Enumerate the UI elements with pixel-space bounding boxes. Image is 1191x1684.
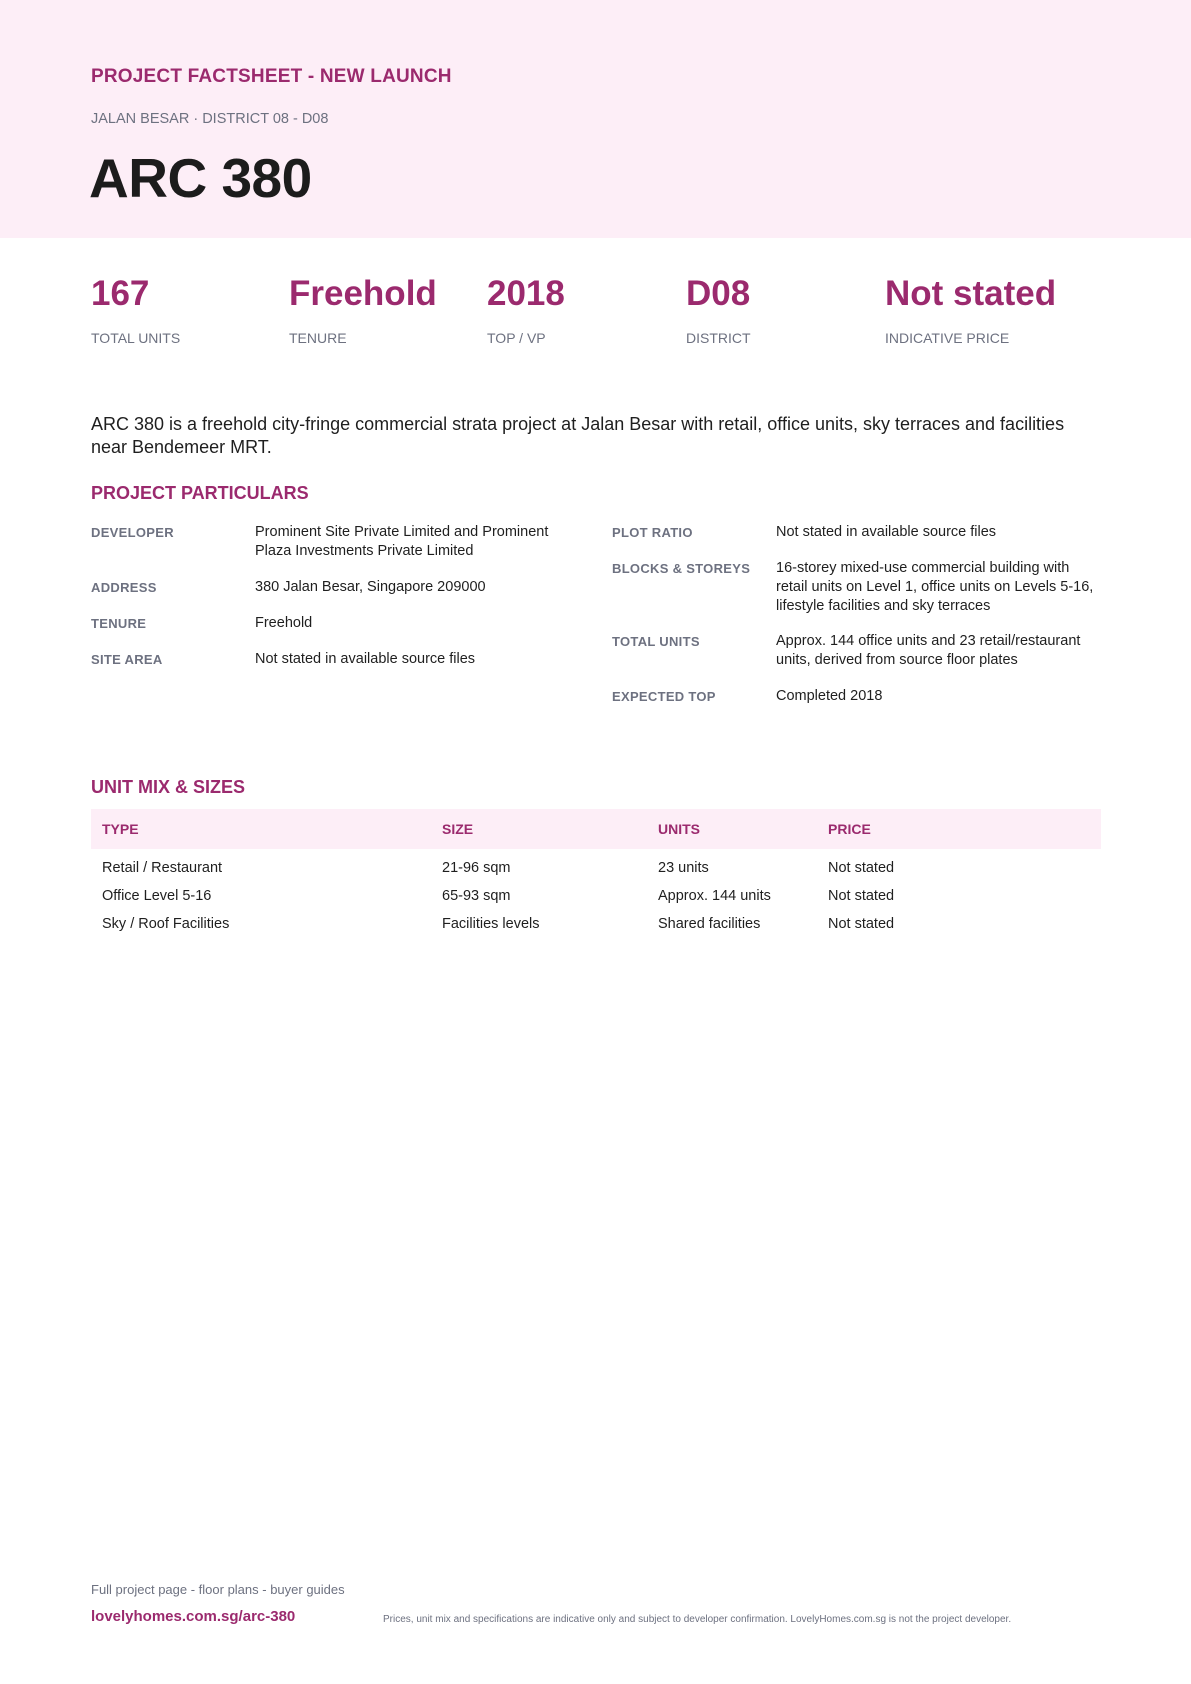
factsheet-eyebrow: PROJECT FACTSHEET - NEW LAUNCH: [91, 66, 452, 87]
particular-value: Not stated in available source files: [255, 651, 476, 667]
column-header-type: TYPE: [102, 821, 139, 837]
unit-mix-heading: UNIT MIX & SIZES: [91, 777, 246, 797]
particular-value: 16-storey mixed-use commercial building with retail units on Level 1, office units on Levels 5-16, lifestyle facilities and sky terraces: [776, 560, 1094, 614]
particular-key: SITE AREA: [91, 652, 163, 667]
table-header: [91, 809, 1101, 849]
stat-label: INDICATIVE PRICE: [885, 330, 1010, 346]
stat-total-units: [91, 272, 180, 346]
unit-mix-table: [91, 809, 1101, 944]
project-intro: ARC 380 is a freehold city-fringe commercial strata project at Jalan Besar with retail, office units, sky terraces and facilities near Bendemeer MRT.: [91, 414, 1065, 457]
cell-type: Retail / Restaurant: [102, 860, 223, 876]
page-title: ARC 380: [89, 147, 312, 209]
column-header-units: UNITS: [658, 821, 700, 837]
particular-value: Not stated in available source files: [776, 524, 997, 540]
location-line: JALAN BESAR · DISTRICT 08 - D08: [91, 111, 329, 127]
stat-label: TOTAL UNITS: [91, 330, 181, 346]
header-banner: [0, 0, 1191, 238]
stat-value: 167: [91, 274, 150, 313]
cell-size: 21-96 sqm: [442, 860, 511, 876]
key-stats: [91, 272, 1101, 352]
particulars-heading: PROJECT PARTICULARS: [91, 483, 309, 503]
particular-key: TENURE: [91, 616, 147, 631]
cell-price: Not stated: [828, 888, 895, 904]
particular-value: Freehold: [255, 615, 313, 631]
cell-units: Approx. 144 units: [658, 888, 771, 904]
stat-indicative-price: [885, 272, 1056, 346]
cell-units: Shared facilities: [658, 916, 761, 932]
stat-label: DISTRICT: [686, 330, 751, 346]
column-header-size: SIZE: [442, 821, 474, 837]
stat-label: TENURE: [289, 330, 347, 346]
particular-key: TOTAL UNITS: [612, 634, 700, 649]
particular-key: BLOCKS & STOREYS: [612, 561, 751, 576]
stat-top-vp: [487, 272, 565, 346]
cell-price: Not stated: [828, 916, 895, 932]
particular-value: Prominent Site Private Limited and Prominent Plaza Investments Private Limited: [255, 524, 549, 559]
cell-size: 65-93 sqm: [442, 888, 511, 904]
stat-district: [686, 272, 751, 346]
stat-tenure: [289, 272, 437, 346]
cell-size: Facilities levels: [442, 916, 540, 932]
project-page-link[interactable]: lovelyhomes.com.sg/arc-380: [91, 1608, 296, 1625]
stat-value: D08: [686, 274, 751, 313]
particular-key: PLOT RATIO: [612, 525, 693, 540]
cell-type: Sky / Roof Facilities: [102, 916, 230, 932]
particular-value: 380 Jalan Besar, Singapore 209000: [255, 579, 486, 595]
stat-value: 2018: [487, 274, 565, 313]
cell-type: Office Level 5-16: [102, 888, 212, 904]
table-row: [91, 916, 1101, 944]
footer-disclaimer: Prices, unit mix and specifications are indicative only and subject to developer confirmation. LovelyHomes.com.sg is not the project developer.: [383, 1614, 1012, 1625]
particular-value: Approx. 144 office units and 23 retail/restaurant units, derived from source floor plates: [776, 633, 1081, 668]
stat-label: TOP / VP: [487, 330, 546, 346]
particular-key: EXPECTED TOP: [612, 689, 716, 704]
footer-note: Full project page - floor plans - buyer guides: [91, 1582, 345, 1597]
table-row: [91, 860, 1101, 888]
table-row: [91, 888, 1101, 916]
particular-key: DEVELOPER: [91, 525, 174, 540]
cell-price: Not stated: [828, 860, 895, 876]
column-header-price: PRICE: [828, 821, 871, 837]
stat-value: Not stated: [885, 274, 1057, 313]
stat-value: Freehold: [289, 274, 437, 313]
cell-units: 23 units: [658, 860, 709, 876]
particular-key: ADDRESS: [91, 580, 157, 595]
particular-value: Completed 2018: [776, 688, 883, 704]
